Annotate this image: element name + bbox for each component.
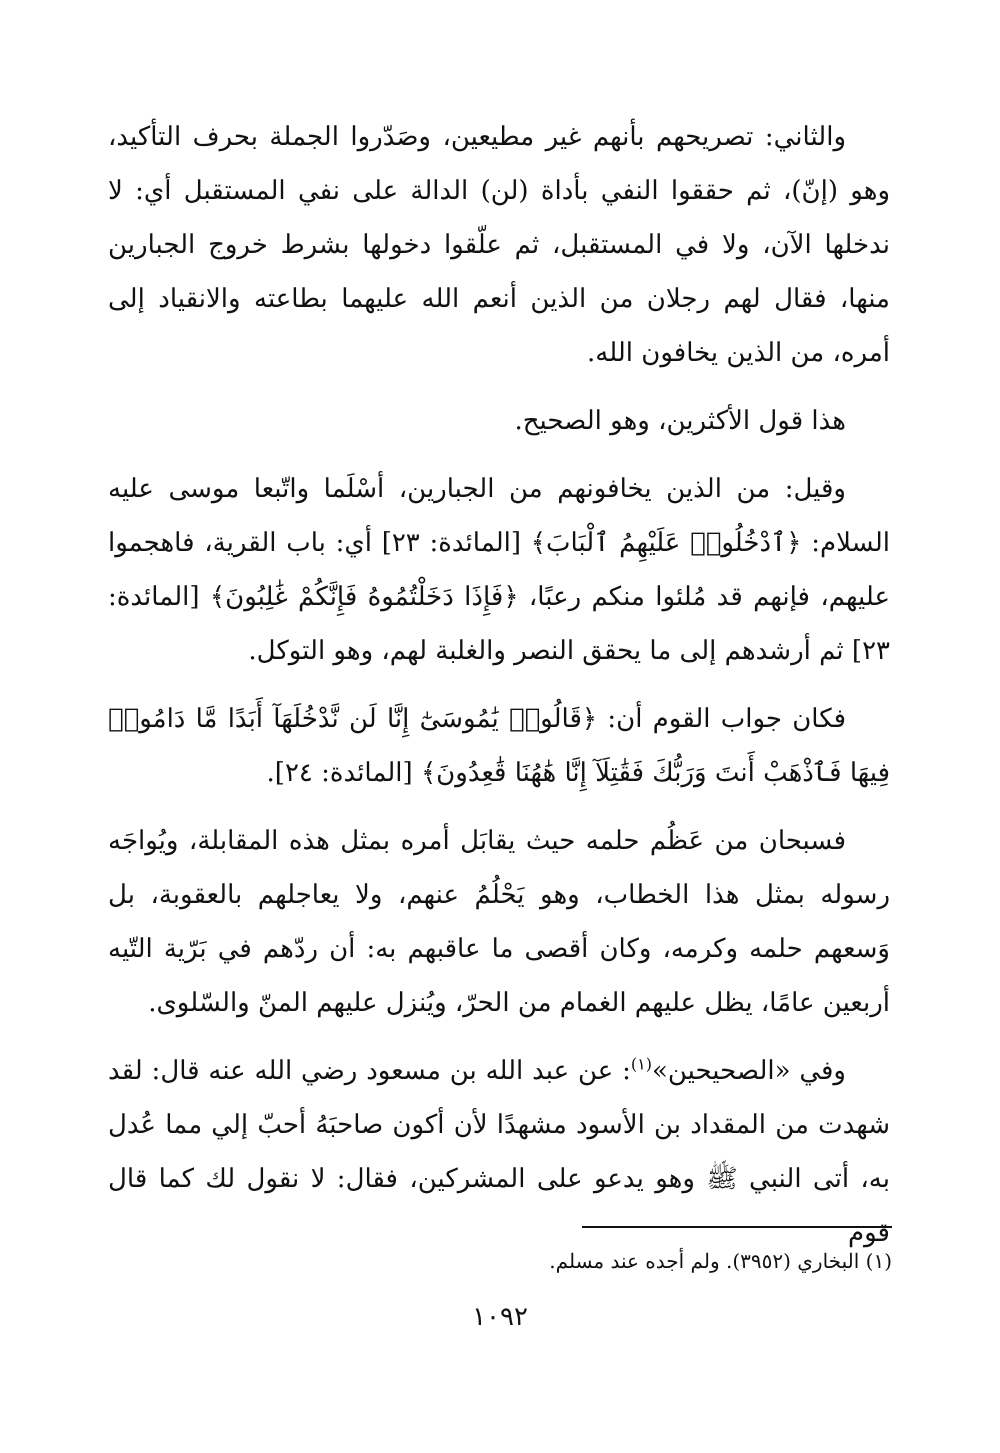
paragraph-6-start: وفي «الصحيحين» bbox=[651, 1056, 846, 1086]
page-body bbox=[108, 110, 890, 1274]
paragraph-1: والثاني: تصريحهم بأنهم غير مطيعين، وصَدّروا الجملة بحرف التأكيد، وهو (إنّ)، ثم حققوا النفي بأداة (لن) الدالة على نفي المستقبل أي: لا ندخلها الآن، ولا في المستقبل، ثم علّقوا دخولها بشرط خروج الجبارين منها، فقال لهم رجلان من الذين أنعم الله عليهما بطاعته والانقياد إلى أمره، من الذين يخافون الله. bbox=[108, 122, 890, 368]
paragraph-3: وقيل: من الذين يخافونهم من الجبارين، أسْلَما واتّبعا موسى عليه السلام: ﴿ٱدْخُلُوا۟ عَلَيْهِمُ ٱلْبَابَ﴾ [المائدة: ٢٣] أي: باب القرية، فاهجموا عليهم، فإنهم قد مُلئوا منكم رعبًا، ﴿فَإِذَا دَخَلْتُمُوهُ فَإِنَّكُمْ غَٰلِبُونَ﴾ [المائدة: ٢٣] ثم أرشدهم إلى ما يحقق النصر والغلبة لهم، وهو التوكل. bbox=[108, 474, 890, 666]
footnote-reference[interactable]: (١) bbox=[630, 1054, 652, 1074]
page-number: ١٠٩٢ bbox=[472, 1302, 528, 1332]
paragraph-4: فكان جواب القوم أن: ﴿قَالُوا۟ يَٰمُوسَىٰٓ إِنَّا لَن نَّدْخُلَهَآ أَبَدًا مَّا دَامُوا۟ فِيهَا فَٱذْهَبْ أَنتَ وَرَبُّكَ فَقَٰتِلَآ إِنَّا هَٰهُنَا قَٰعِدُونَ﴾ [المائدة: ٢٤]. bbox=[108, 704, 890, 788]
footnote-divider bbox=[582, 1226, 892, 1228]
paragraph-5: فسبحان من عَظُم حلمه حيث يقابَل أمره بمثل هذه المقابلة، ويُواجَه رسوله بمثل هذا الخطاب، وهو يَحْلُمُ عنهم، ولا يعاجلهم بالعقوبة، بل وَسعهم حلمه وكرمه، وكان أقصى ما عاقبهم به: أن ردّهم في بَرّية التّيه أربعين عامًا، يظل عليهم الغمام من الحرّ، ويُنزل عليهم المنّ والسّلوى. bbox=[108, 826, 890, 1018]
paragraph-6-rest: : عن عبد الله بن مسعود رضي الله عنه قال: لقد شهدت من المقداد بن الأسود مشهدًا لأن أكون صاحبَهُ أحبّ إلي مما عُدل به، أتى النبي ﷺ وهو يدعو على المشركين، فقال: لا نقول لك كما قال قوم bbox=[108, 1056, 890, 1248]
paragraph-2: هذا قول الأكثرين، وهو الصحيح. bbox=[514, 406, 846, 436]
footnote: (١) البخاري (٣٩٥٢). ولم أجده عند مسلم. bbox=[549, 1249, 892, 1273]
